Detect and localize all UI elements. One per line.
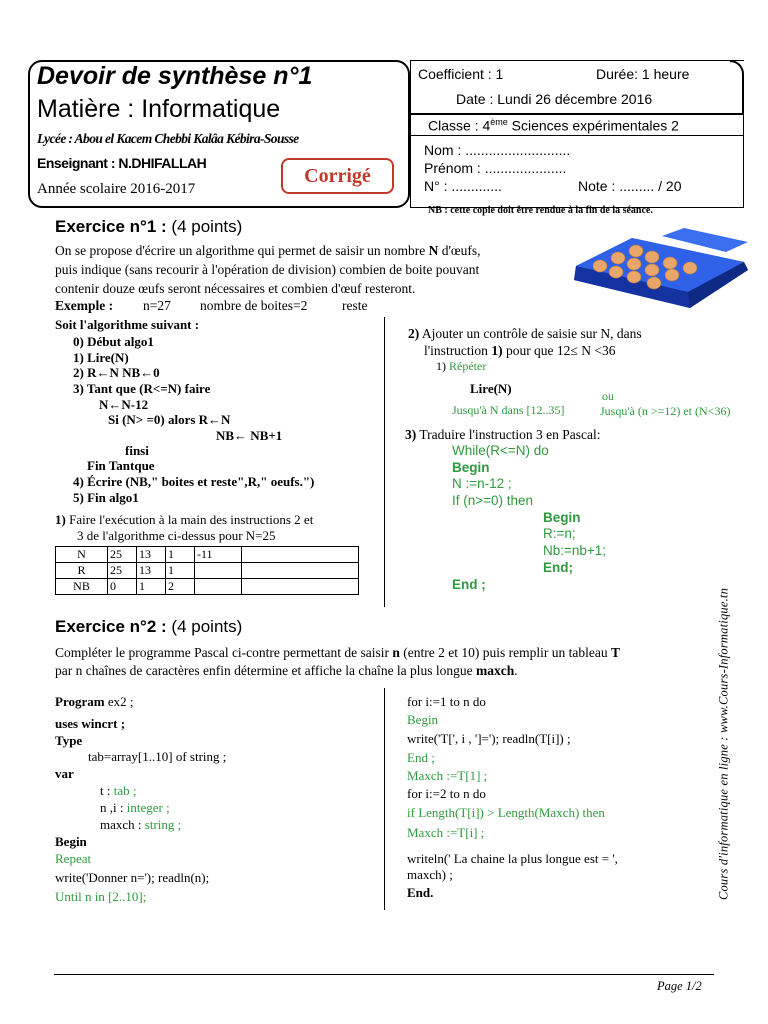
algo-line: 3) Tant que (R<=N) faire [73, 381, 211, 396]
ex2-intro-t: T [610, 645, 620, 660]
nb-note: NB : cette copie doit être rendue à la fin de la séance. [428, 205, 653, 216]
algo-line: 5) Fin algo1 [73, 490, 139, 505]
table-cell: 1 [166, 547, 195, 563]
ex1-example [55, 298, 368, 314]
program-line: Maxch :=T[1] ; [407, 768, 488, 783]
ex1-intro [55, 241, 561, 298]
table-cell: 1 [166, 563, 195, 579]
egg-tray-icon [566, 222, 754, 314]
table-cell: R [56, 563, 108, 579]
table-cell [242, 579, 359, 595]
q2-answer-number: 1) [436, 359, 449, 373]
program-line: for i:=1 to n do [407, 694, 486, 709]
table-cell: 1 [137, 579, 166, 595]
example-reste: reste [342, 298, 368, 313]
sidebar-text: Cours d'informatique en ligne : www.Cours-Informatique.tn [716, 587, 731, 901]
classe-sup: ème [490, 117, 508, 127]
note-field: Note : ......... / 20 [578, 178, 682, 194]
q2-text: Ajouter un contrôle de saisie sur N, dans [419, 326, 642, 341]
code-line: Nb:=nb+1; [543, 543, 607, 558]
q2-jusqua-option2: Jusqu'à (n >=12) et (N<36) [600, 404, 731, 418]
code-line: While(R<=N) do [452, 443, 549, 458]
header-corner [730, 60, 744, 114]
ex1-intro-n: N [428, 243, 439, 258]
q2 [408, 325, 708, 359]
var-ni-type: integer ; [126, 800, 170, 815]
q2-jusqua-option1: Jusqu'à N dans [12..35] [452, 403, 565, 417]
var-ni-name: n ,i : [100, 800, 127, 815]
q2-lire: Lire(N) [470, 381, 512, 396]
table-cell [242, 563, 359, 579]
table-cell [195, 563, 242, 579]
ex2-intro [55, 644, 705, 680]
ex1-title-points: (4 points) [166, 217, 243, 236]
algo-line: Si (N> =0) alors R←N [108, 412, 231, 427]
table-cell: NB [56, 579, 108, 595]
var-maxch-type: string ; [144, 817, 182, 832]
q3-number: 3) [405, 427, 417, 442]
var-keyword: var [55, 766, 74, 781]
until-line: Until n in [2..10]; [55, 889, 147, 904]
table-cell [195, 579, 242, 595]
execution-table [55, 546, 359, 595]
program-line: End. [407, 885, 434, 900]
duree: Durée: 1 heure [596, 66, 690, 82]
nom-field: Nom : ........................... [424, 142, 571, 158]
program-line: for i:=2 to n do [407, 786, 486, 801]
school-year: Année scolaire 2016-2017 [37, 181, 196, 197]
uses-line: uses wincrt ; [55, 716, 126, 731]
code-line: Begin [452, 460, 490, 475]
program-name: ex2 ; [104, 694, 134, 709]
q2-answer-repeat [436, 359, 486, 374]
table-cell: -11 [195, 547, 242, 563]
algo-line: Fin Tantque [87, 458, 155, 473]
algo-header: Soit l'algorithme suivant : [55, 317, 200, 332]
table-row [56, 547, 359, 563]
var-maxch-name: maxch : [100, 817, 145, 832]
corrige-badge: Corrigé [281, 158, 394, 194]
table-cell: N [56, 547, 108, 563]
prenom-field: Prénom : ..................... [424, 160, 567, 176]
table-row [56, 563, 359, 579]
teacher: Enseignant : N.DHIFALLAH [37, 155, 207, 171]
program-line: if Length(T[i]) > Length(Maxch) then [407, 805, 605, 820]
ex2-intro-a: Compléter le programme Pascal ci-contre permettant de saisir [55, 645, 393, 660]
example-boites: nombre de boites=2 [200, 298, 308, 313]
write-line: write('Donner n='); readln(n); [55, 870, 210, 885]
ex2-title-points: (4 points) [166, 617, 243, 636]
code-line: R:=n; [543, 526, 576, 541]
code-line: N :=n-12 ; [452, 476, 512, 491]
table-cell [242, 547, 359, 563]
q1-text-line2: 3 de l'algorithme ci-dessus pour N=25 [77, 528, 276, 543]
footer-rule [54, 974, 714, 975]
exam-date: Date : Lundi 26 décembre 2016 [456, 91, 653, 107]
algo-line: NB← NB+1 [216, 428, 283, 443]
ex2-title [55, 617, 242, 637]
ex2-column-divider [384, 688, 385, 910]
algo-line: finsi [125, 443, 149, 458]
table-row [56, 579, 359, 595]
ex1-column-divider [384, 317, 385, 607]
classe-suffix: Sciences expérimentales 2 [507, 117, 679, 134]
algo-line: 4) Écrire (NB," boites et reste",R," oeufs.") [73, 474, 315, 489]
table-cell: 13 [137, 563, 166, 579]
ex2-intro-maxch: maxch [476, 663, 515, 678]
numero-field: N° : ............. [424, 178, 502, 194]
q1-number: 1) [55, 512, 66, 527]
q2-number: 2) [408, 326, 420, 341]
program-line [55, 694, 133, 710]
table-cell: 13 [137, 547, 166, 563]
q3 [405, 427, 601, 443]
ex1-title [55, 217, 242, 237]
tab-declaration: tab=array[1..10] of string ; [88, 749, 227, 764]
algo-line: 2) R←N NB←0 [73, 365, 160, 380]
table-cell: 25 [108, 563, 137, 579]
ex2-intro-line2: par n chaînes de caractères enfin détermine et affiche la chaîne la plus longue [55, 663, 477, 678]
var-maxch [100, 817, 181, 833]
program-line: maxch) ; [407, 867, 453, 882]
program-line: writeln(' La chaine la plus longue est = ', [407, 851, 618, 866]
begin-keyword: Begin [55, 834, 87, 849]
subject: Matière : Informatique [37, 95, 281, 123]
classe-prefix: Classe : 4 [428, 117, 491, 134]
q3-text: Traduire l'instruction 3 en Pascal: [416, 427, 601, 442]
exam-title: Devoir de synthèse n°1 [37, 62, 313, 90]
lycee: Lycée : Abou el Kacem Chebbi Kalâa Kébira-Sousse [37, 131, 299, 146]
q2-text-a: l'instruction [424, 343, 492, 358]
program-line: Begin [407, 712, 439, 727]
ex2-title-bold: Exercice n°2 : [55, 617, 167, 636]
ex1-intro-text: On se propose d'écrire un algorithme qui permet de saisir un nombre [55, 243, 429, 258]
q1-text: Faire l'exécution à la main des instructions 2 et [65, 512, 314, 527]
var-t [100, 783, 136, 799]
q2-repeat-keyword: Répéter [449, 359, 487, 373]
q2-text-b: 1) [491, 343, 503, 358]
algo-line: 0) Début algo1 [73, 334, 154, 349]
ex1-intro-line2: puis indique (sans recourir à l'opération de division) combien de boite pouvant [55, 262, 480, 277]
var-ni [100, 800, 170, 816]
repeat-keyword: Repeat [55, 851, 92, 866]
var-t-name: t : [100, 783, 114, 798]
program-line: End ; [407, 750, 435, 765]
sidebar-watermark [712, 548, 736, 940]
program-keyword: Program [55, 694, 105, 709]
var-t-type: tab ; [113, 783, 137, 798]
code-line: Begin [543, 510, 581, 525]
q1 [55, 512, 313, 544]
coefficient: Coefficient : 1 [418, 66, 504, 82]
code-line: End; [543, 560, 573, 575]
table-cell: 0 [108, 579, 137, 595]
algo-line: 1) Lire(N) [73, 350, 129, 365]
program-line: Maxch :=T[i] ; [407, 825, 485, 840]
table-cell: 25 [108, 547, 137, 563]
code-line: If (n>=0) then [452, 493, 534, 508]
type-keyword: Type [55, 733, 83, 748]
example-label: Exemple : [55, 298, 114, 313]
q2-ou: ou [602, 389, 614, 403]
classe [428, 117, 679, 134]
ex1-intro-line3: contenir douze œufs seront nécessaires et combien d'œuf resteront. [55, 281, 416, 296]
code-line: End ; [452, 577, 486, 592]
ex2-intro-c: (entre 2 et 10) puis remplir un tableau [399, 645, 611, 660]
algo-line: N←N-12 [99, 397, 149, 412]
q2-text-c: pour que 12≤ N <36 [502, 343, 616, 358]
table-cell: 2 [166, 579, 195, 595]
ex2-intro-n: n [392, 645, 400, 660]
ex1-intro-text-end: d'œufs, [438, 243, 481, 258]
program-line: write('T[', i , ']='); readln(T[i]) ; [407, 731, 571, 746]
ex1-title-bold: Exercice n°1 : [55, 217, 167, 236]
example-n: n=27 [143, 298, 171, 313]
ex2-intro-dot: . [514, 663, 518, 678]
page-number: Page 1/2 [657, 979, 702, 993]
